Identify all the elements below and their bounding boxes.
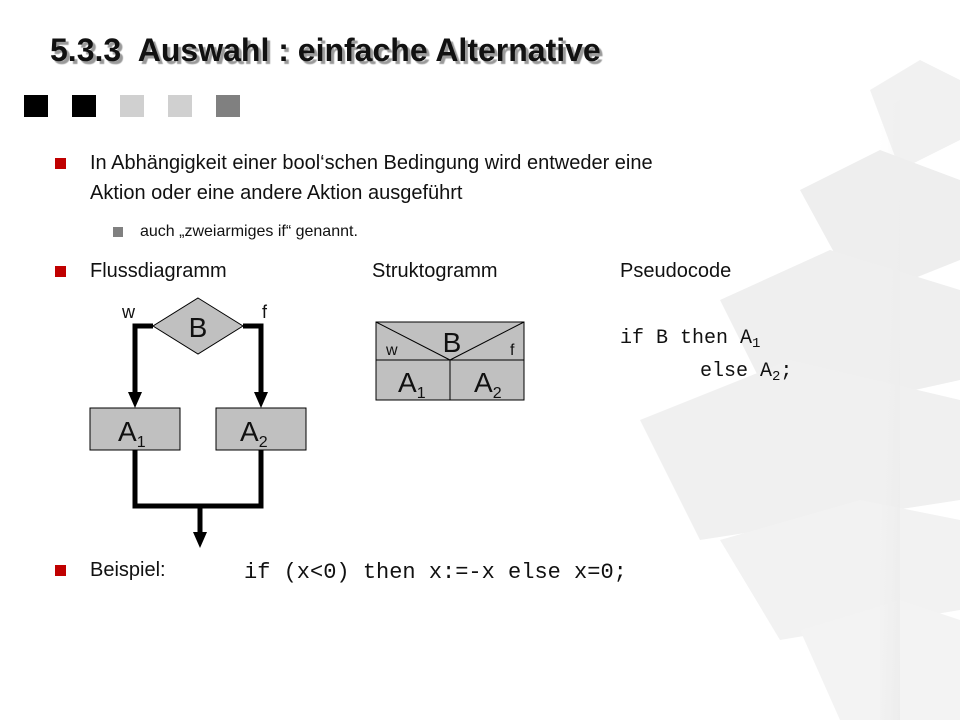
flow-condition-label: B bbox=[188, 312, 208, 343]
example-label: Beispiel: bbox=[90, 559, 166, 581]
label-pseudocode: Pseudocode bbox=[620, 260, 732, 282]
flow-action-2-label: $A_2$ bbox=[240, 416, 268, 451]
bullet-1-sub-text: auch „zweiarmiges if“ genannt. bbox=[140, 223, 358, 240]
struct-condition-label: B bbox=[442, 327, 462, 358]
pseudocode-line-1: if B then $A_1$ bbox=[620, 327, 761, 352]
slide-title: 5.3.3 Auswahl : einfache Alternative bbox=[50, 32, 601, 68]
struct-false-label: f bbox=[510, 342, 515, 359]
example-code: if (x<0) then x:=-x else x=0; bbox=[244, 560, 627, 585]
bullet-1-line-2: Aktion oder eine andere Aktion ausgeführt bbox=[90, 182, 463, 204]
label-flussdiagramm: Flussdiagramm bbox=[90, 260, 227, 282]
struct-action-2-label: $A_2$ bbox=[474, 367, 502, 402]
flow-true-label: w bbox=[122, 302, 135, 322]
flow-false-label: f bbox=[262, 302, 268, 322]
bullet-1-line-1: In Abhängigkeit einer bool‘schen Bedingung wird entweder eine bbox=[90, 152, 653, 174]
struct-action-1-label: $A_1$ bbox=[398, 367, 426, 402]
struct-true-label: w bbox=[386, 342, 398, 359]
pseudocode-line-2: else $A_2$; bbox=[700, 360, 793, 385]
flow-action-1-label: $A_1$ bbox=[118, 416, 146, 451]
bullet-marker bbox=[55, 565, 66, 576]
label-struktogramm: Struktogramm bbox=[372, 260, 498, 282]
